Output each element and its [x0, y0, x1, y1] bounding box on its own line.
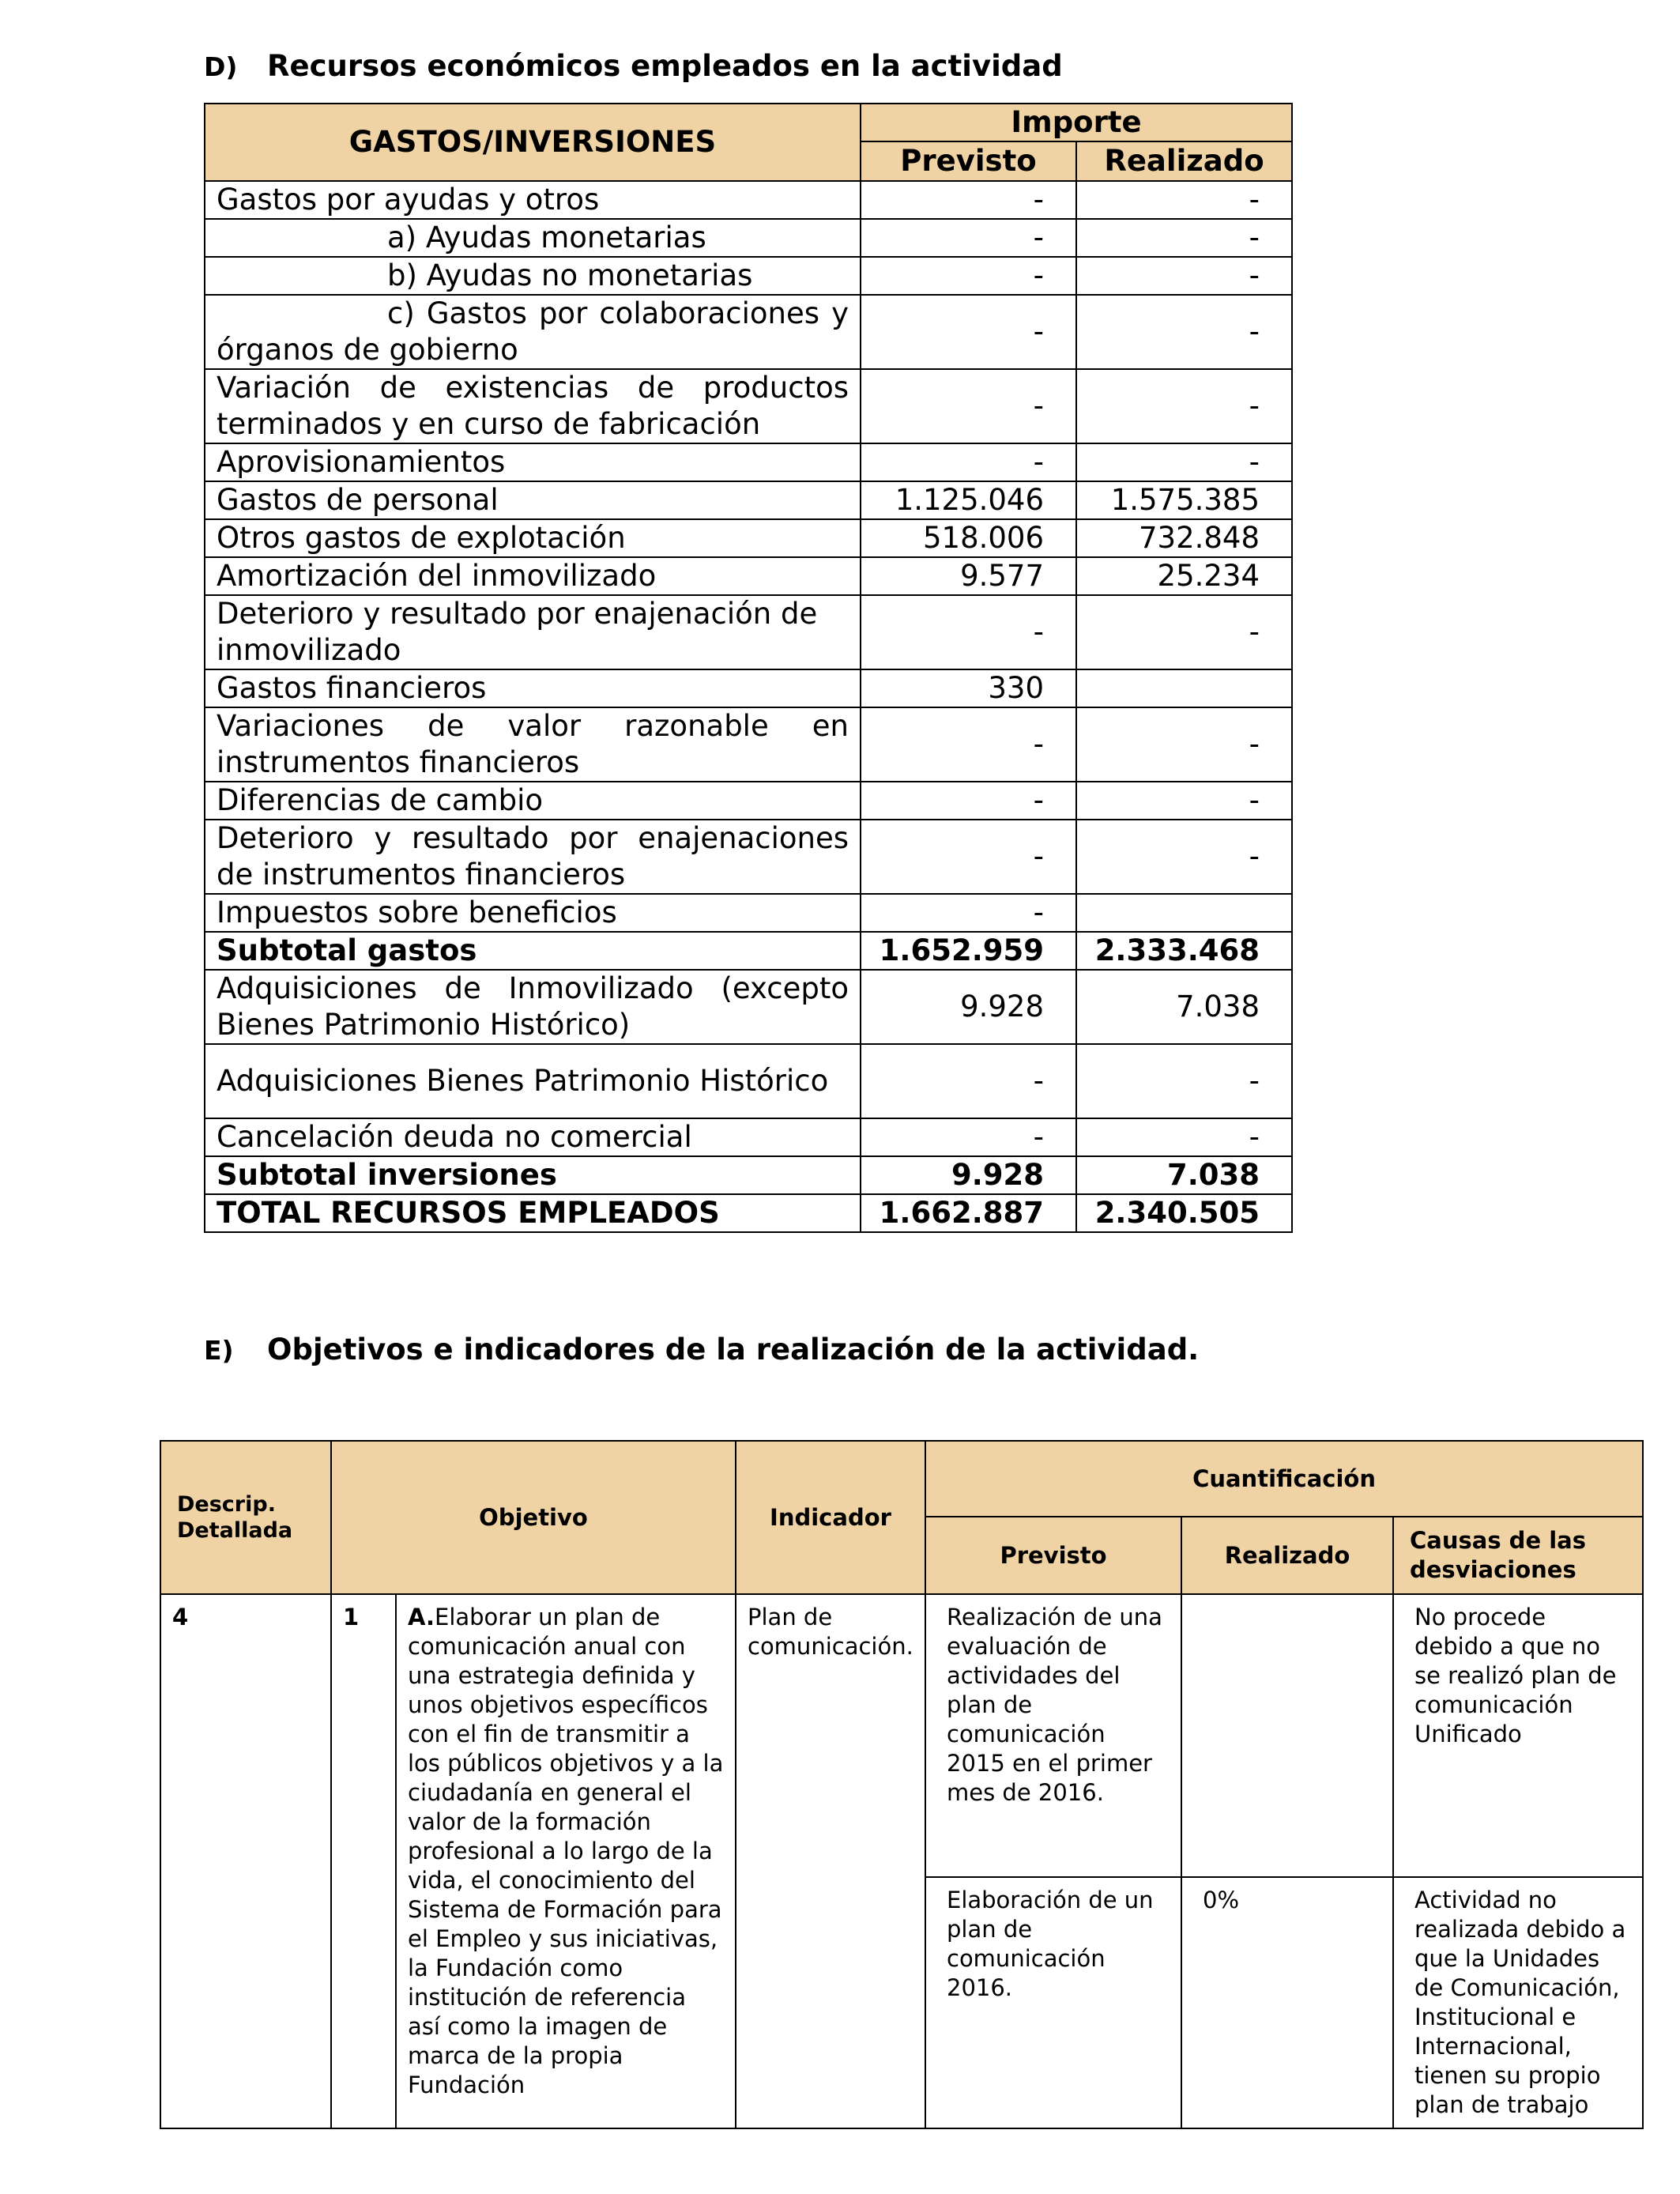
table-row: [205, 1044, 1292, 1118]
table-row: [205, 557, 1292, 595]
row-label: Subtotal gastos: [205, 932, 861, 970]
row-realizado: 732.848: [1076, 519, 1292, 557]
row-realizado: -: [1076, 1118, 1292, 1156]
table-row: [205, 970, 1292, 1044]
row-realizado: [1076, 669, 1292, 707]
cell-causas: No procede debido a que no se realizó plan de comunicación Unificado: [1393, 1594, 1643, 1877]
row-previsto: -: [861, 707, 1076, 782]
cell-realizado: 0%: [1181, 1877, 1393, 2128]
row-realizado: -: [1076, 820, 1292, 894]
row-previsto: 9.928: [861, 1156, 1076, 1194]
cell-previsto: Realización de una evaluación de actividades del plan de comunicación 2015 en el primer mes de 2016.: [925, 1594, 1181, 1877]
row-realizado: 7.038: [1076, 970, 1292, 1044]
table-row: [205, 1118, 1292, 1156]
header-causas: Causas de las desviaciones: [1393, 1517, 1643, 1594]
table-row: [160, 1594, 1643, 1877]
row-label: b) Ayudas no monetarias: [205, 257, 861, 295]
row-previsto: -: [861, 894, 1076, 932]
objetivo-text: Elaborar un plan de comunicación anual con una estrategia definida y unos objetivos específicos con el fin de transmitir a los públicos objetivos y a la ciudadanía en general el valor de la formación profesional a lo largo de la vida, el conocimiento del Sistema de Formación para el Empleo y sus iniciativas, la Fundación como institución de referencia así como la imagen de marca de la propia Fundación: [408, 1604, 724, 2098]
objetivo-lead: A.: [408, 1604, 435, 1630]
header-previsto: Previsto: [861, 141, 1076, 181]
cell-num: 1: [331, 1594, 396, 2128]
row-realizado: [1076, 894, 1292, 932]
row-previsto: 1.662.887: [861, 1194, 1076, 1232]
row-previsto: 9.928: [861, 970, 1076, 1044]
cell-descrip: 4: [160, 1594, 331, 2128]
section-d-title: Recursos económicos empleados en la actividad: [267, 49, 1063, 83]
table-row: [205, 519, 1292, 557]
row-realizado: 7.038: [1076, 1156, 1292, 1194]
row-label: Otros gastos de explotación: [205, 519, 861, 557]
row-realizado: -: [1076, 782, 1292, 820]
row-label: Gastos financieros: [205, 669, 861, 707]
row-label: Deterioro y resultado por enajenaciones de instrumentos financieros: [205, 820, 861, 894]
row-label: Impuestos sobre beneficios: [205, 894, 861, 932]
table-row: [205, 669, 1292, 707]
row-previsto: -: [861, 1044, 1076, 1118]
header-importe: Importe: [861, 104, 1292, 141]
row-previsto: -: [861, 369, 1076, 443]
row-label: TOTAL RECURSOS EMPLEADOS: [205, 1194, 861, 1232]
row-realizado: -: [1076, 707, 1292, 782]
row-previsto: -: [861, 181, 1076, 219]
row-realizado: 25.234: [1076, 557, 1292, 595]
table-row: [205, 295, 1292, 369]
row-label: Diferencias de cambio: [205, 782, 861, 820]
header-indicador: Indicador: [736, 1441, 925, 1594]
row-previsto: -: [861, 257, 1076, 295]
table-row-total: [205, 1194, 1292, 1232]
cell-objetivo: [396, 1594, 736, 2128]
table-row-subtotal-gastos: [205, 932, 1292, 970]
header-objetivo: Objetivo: [331, 1441, 736, 1594]
row-realizado: -: [1076, 595, 1292, 669]
header-previsto: Previsto: [925, 1517, 1181, 1594]
table-row: [205, 707, 1292, 782]
row-label: Variación de existencias de productos terminados y en curso de fabricación: [205, 369, 861, 443]
row-previsto: -: [861, 1118, 1076, 1156]
row-realizado: -: [1076, 295, 1292, 369]
row-label: Gastos por ayudas y otros: [205, 181, 861, 219]
row-realizado: -: [1076, 181, 1292, 219]
row-previsto: 1.652.959: [861, 932, 1076, 970]
row-realizado: -: [1076, 1044, 1292, 1118]
row-realizado: -: [1076, 369, 1292, 443]
objetivos-table: [160, 1440, 1644, 2129]
section-d-heading: [204, 49, 1063, 83]
row-realizado: 2.340.505: [1076, 1194, 1292, 1232]
row-realizado: 1.575.385: [1076, 481, 1292, 519]
table-row: [205, 894, 1292, 932]
row-previsto: -: [861, 782, 1076, 820]
header-descrip: Descrip. Detallada: [160, 1441, 331, 1594]
row-label: Adquisiciones Bienes Patrimonio Histórico: [205, 1044, 861, 1118]
section-e-letter: E): [204, 1335, 234, 1366]
row-label: Variaciones de valor razonable en instrumentos financieros: [205, 707, 861, 782]
row-previsto: -: [861, 219, 1076, 257]
row-realizado: -: [1076, 257, 1292, 295]
row-previsto: 1.125.046: [861, 481, 1076, 519]
row-label: Amortización del inmovilizado: [205, 557, 861, 595]
section-e-title: Objetivos e indicadores de la realización de la actividad.: [267, 1333, 1200, 1367]
section-d-letter: D): [204, 51, 238, 82]
row-label: Subtotal inversiones: [205, 1156, 861, 1194]
cell-causas: Actividad no realizada debido a que la Unidades de Comunicación, Institucional e Internacional, tienen su propio plan de trabajo: [1393, 1877, 1643, 2128]
row-realizado: 2.333.468: [1076, 932, 1292, 970]
row-label: Adquisiciones de Inmovilizado (excepto Bienes Patrimonio Histórico): [205, 970, 861, 1044]
row-label: Gastos de personal: [205, 481, 861, 519]
row-label: Deterioro y resultado por enajenación de inmovilizado: [205, 595, 861, 669]
row-previsto: -: [861, 443, 1076, 481]
header-realizado: Realizado: [1076, 141, 1292, 181]
row-label: Aprovisionamientos: [205, 443, 861, 481]
table-row: [205, 782, 1292, 820]
header-gastos-inversiones: GASTOS/INVERSIONES: [205, 104, 861, 181]
table-row: [205, 481, 1292, 519]
row-realizado: -: [1076, 443, 1292, 481]
row-previsto: 330: [861, 669, 1076, 707]
row-previsto: 518.006: [861, 519, 1076, 557]
row-realizado: -: [1076, 219, 1292, 257]
cell-realizado: [1181, 1594, 1393, 1877]
table-row: [205, 181, 1292, 219]
section-e-heading: [204, 1333, 1199, 1367]
row-label: c) Gastos por colaboraciones y órganos de gobierno: [205, 295, 861, 369]
header-cuantificacion: Cuantificación: [925, 1441, 1643, 1517]
table-row: [205, 443, 1292, 481]
cell-indicador: Plan de comunicación.: [736, 1594, 925, 2128]
table-row: [205, 820, 1292, 894]
table-row-subtotal-inversiones: [205, 1156, 1292, 1194]
header-realizado: Realizado: [1181, 1517, 1393, 1594]
table-row: [205, 369, 1292, 443]
table-row: [205, 219, 1292, 257]
row-previsto: 9.577: [861, 557, 1076, 595]
table-row: [205, 257, 1292, 295]
row-previsto: -: [861, 295, 1076, 369]
table-row: [205, 595, 1292, 669]
row-previsto: -: [861, 820, 1076, 894]
row-previsto: -: [861, 595, 1076, 669]
row-label: a) Ayudas monetarias: [205, 219, 861, 257]
cell-previsto: Elaboración de un plan de comunicación 2016.: [925, 1877, 1181, 2128]
row-label: Cancelación deuda no comercial: [205, 1118, 861, 1156]
recursos-table: [204, 103, 1293, 1233]
